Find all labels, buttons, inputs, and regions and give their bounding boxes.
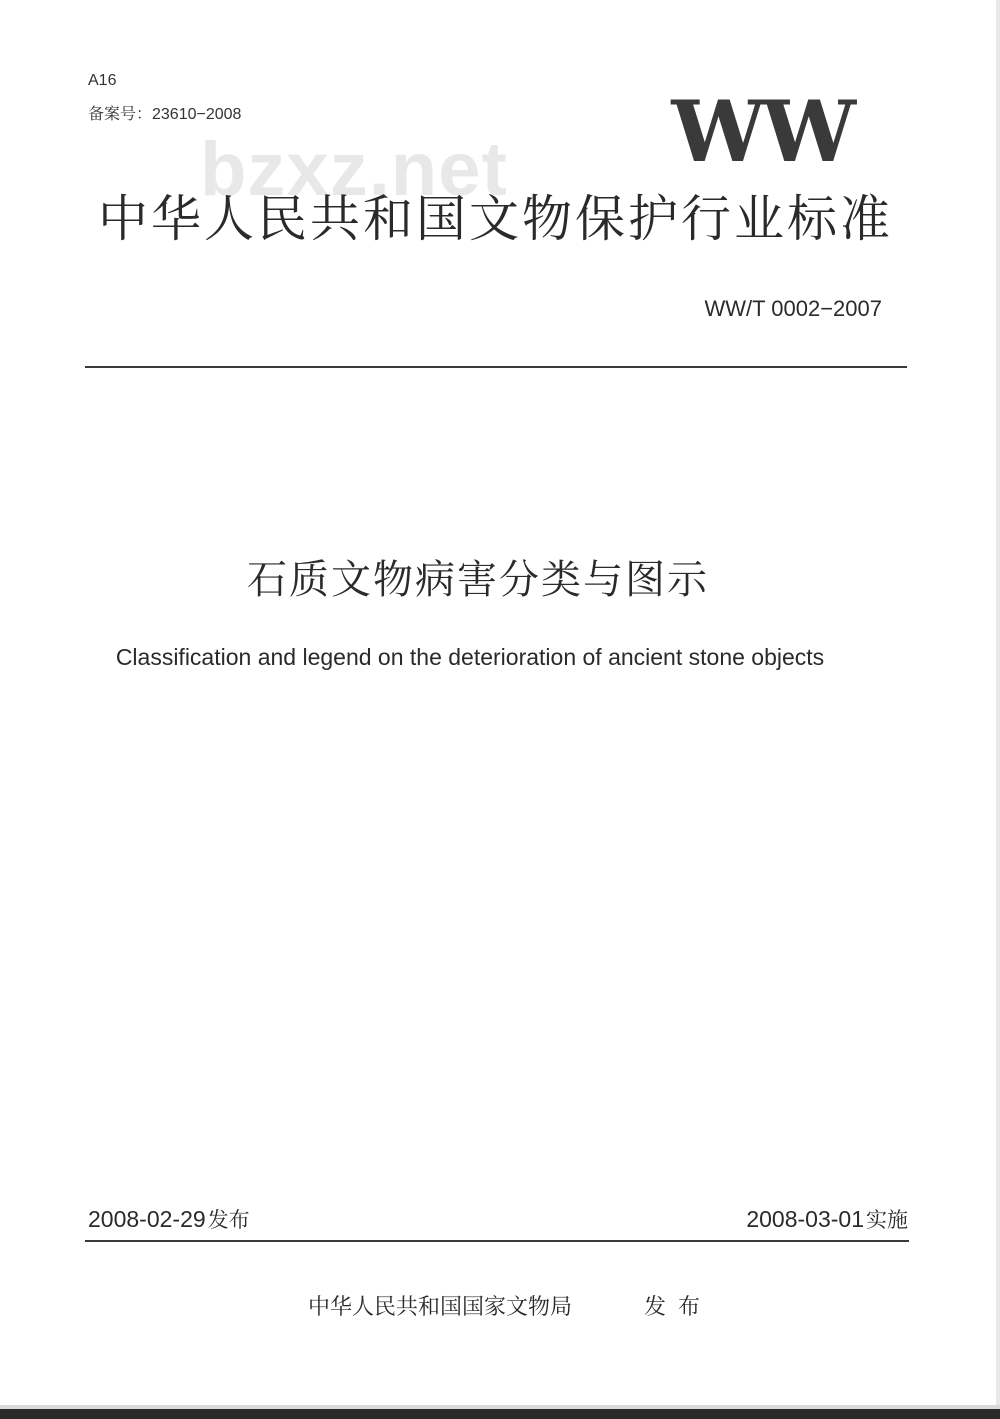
document-title-chinese: 石质文物病害分类与图示 <box>247 557 709 603</box>
standard-number: WW/T 0002−2007 <box>704 296 882 321</box>
issue-date-value: 2008-02-29 <box>88 1206 206 1232</box>
issue-label: 发布 <box>644 1295 713 1320</box>
issue-date-suffix: 发布 <box>207 1208 250 1232</box>
issuing-authority: 中华人民共和国国家文物局 <box>308 1295 573 1320</box>
industry-standard-title: 中华人民共和国文物保护行业标准 <box>98 190 893 248</box>
record-number: 备案号：23610−2008 <box>88 106 242 123</box>
classification-code: A16 <box>88 72 117 89</box>
ww-logo: WW <box>671 82 852 181</box>
page-edge-bottom <box>0 1409 1000 1419</box>
bottom-divider <box>85 1240 909 1242</box>
implementation-date-suffix: 实施 <box>866 1208 908 1232</box>
implementation-date <box>746 1208 908 1231</box>
page-edge-right <box>996 0 1000 1419</box>
implementation-date-value: 2008-03-01 <box>746 1206 864 1232</box>
document-title-english: Classification and legend on the deterioration of ancient stone objects <box>115 644 825 670</box>
watermark: bzxz.net <box>200 127 508 212</box>
issue-date <box>88 1208 250 1231</box>
top-divider <box>85 366 907 368</box>
